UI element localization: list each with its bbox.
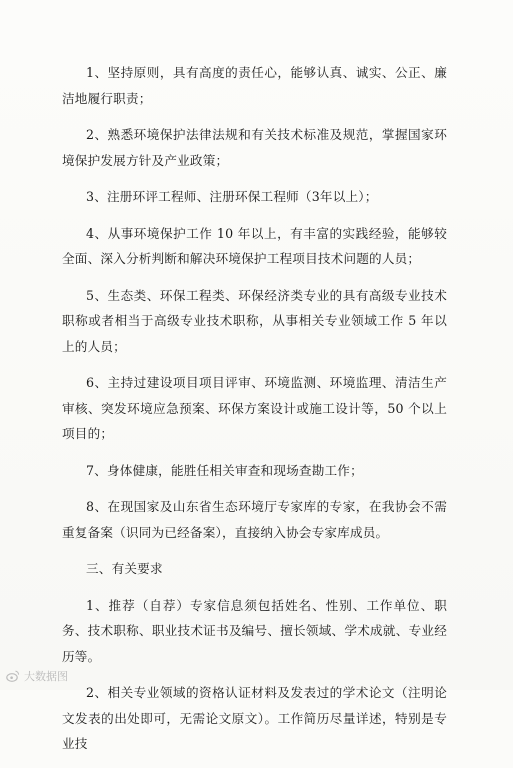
requirement-paragraph-7: 7、身体健康，能胜任相关审查和现场查勘工作；	[86, 462, 363, 478]
requirement-paragraph-8: 8、在现国家及山东省生态环境厅专家库的专家，在我协会不需重复备案（识同为已经备案），直接纳入协会专家库成员。	[62, 499, 447, 540]
related-requirement-2: 2、相关专业领域的资格认证材料及发表过的学术论文（注明论文发表的出处即可，无需论文原文）。工作简历尽量详述，特别是专业技	[62, 685, 447, 751]
watermark	[6, 668, 68, 684]
requirement-paragraph-2: 2、熟悉环境保护法律法规和有关技术标准及规范，掌握国家环境保护发展方针及产业政策；	[62, 127, 447, 168]
weibo-logo-icon	[6, 669, 20, 683]
requirement-paragraph-5: 5、生态类、环保工程类、环保经济类专业的具有高级专业技术职称或者相当于高级专业技术职称，从事相关专业领域工作 5 年以上的人员；	[62, 287, 447, 354]
document-body	[62, 60, 447, 768]
requirement-paragraph-1: 1、坚持原则，具有高度的责任心，能够认真、诚实、公正、廉洁地履行职责；	[62, 65, 447, 106]
requirement-paragraph-6: 6、主持过建设项目项目评审、环境监测、环境监理、清洁生产审核、突发环境应急预案、环保方案设计或施工设计等，50 个以上项目的；	[62, 375, 447, 441]
requirement-paragraph-4: 4、从事环境保护工作 10 年以上，有丰富的实践经验，能够较全面、深入分析判断和解决环境保护工程项目技术问题的人员；	[62, 225, 447, 266]
watermark-text: 大数据图	[24, 670, 68, 683]
section-heading: 三、有关要求	[86, 561, 163, 576]
requirement-paragraph-3: 3、注册环评工程师、注册环保工程师（3年以上）；	[86, 189, 378, 204]
related-requirement-1: 1、推荐（自荐）专家信息须包括姓名、性别、工作单位、职务、技术职称、职业技术证书及编号、擅长领域、学术成就、专业经历等。	[62, 597, 447, 664]
